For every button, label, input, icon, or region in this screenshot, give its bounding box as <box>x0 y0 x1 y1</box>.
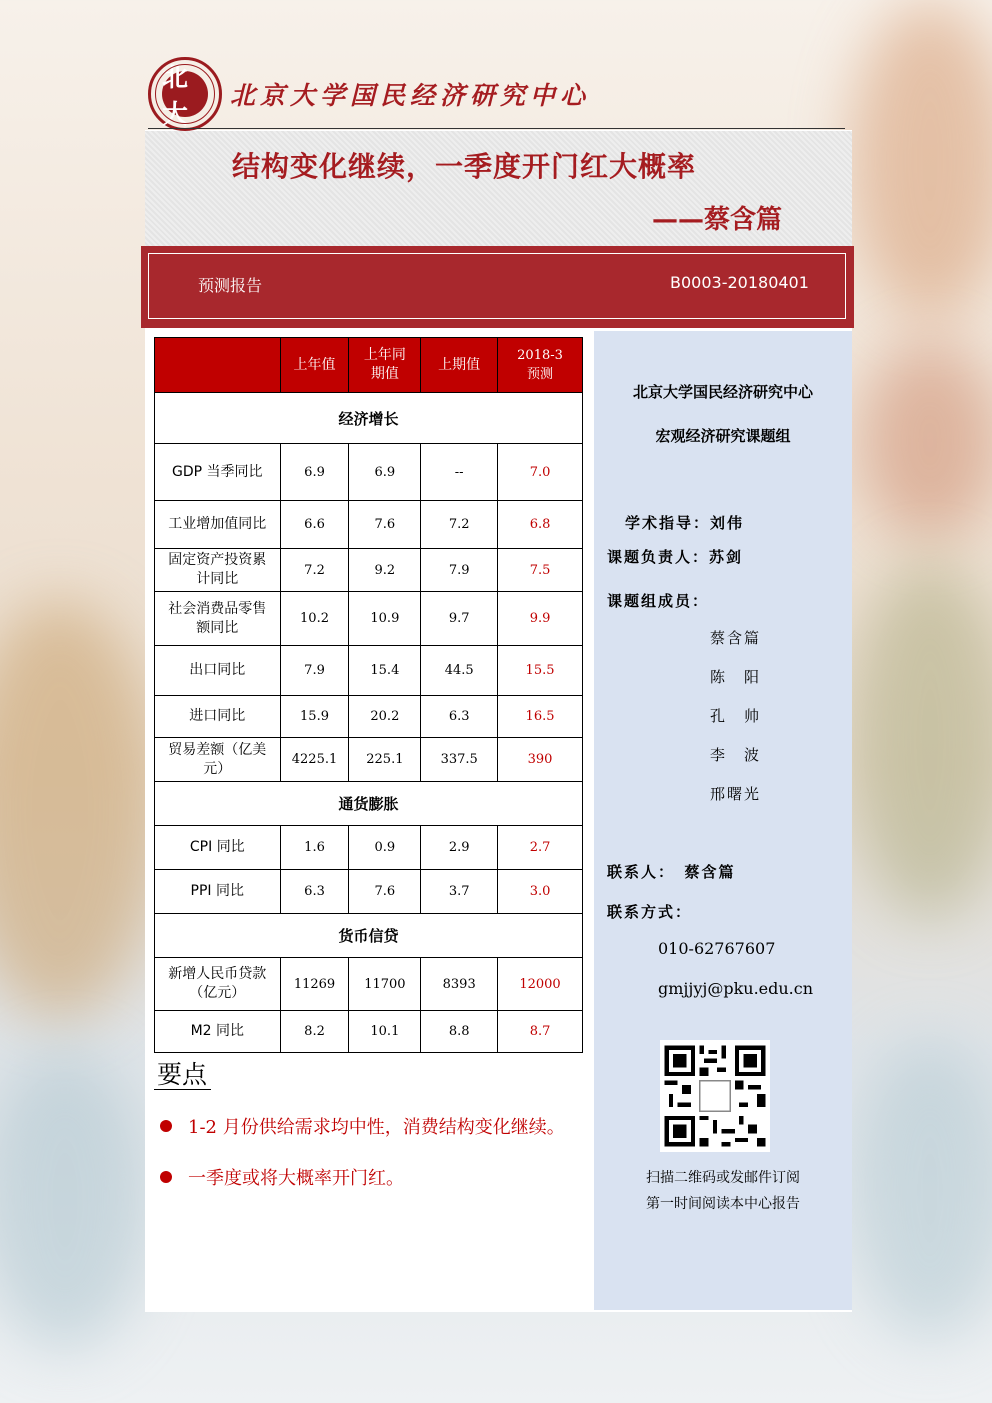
sidebar-contact-method-label: 联系方式： <box>607 903 693 921</box>
table-section-row <box>155 914 583 958</box>
qr-caption-line1: 扫描二维码或发邮件订阅 <box>646 1170 800 1186</box>
table-row <box>155 549 583 592</box>
table-cell: 225.1 <box>349 738 421 782</box>
table-cell: 15.9 <box>280 696 349 738</box>
table-row-label: PPI 同比 <box>155 870 281 914</box>
table-cell: 44.5 <box>421 646 498 696</box>
table-forecast-cell: 12000 <box>498 958 583 1011</box>
table-cell: 10.2 <box>280 592 349 646</box>
table-cell: 9.7 <box>421 592 498 646</box>
sidebar <box>594 331 852 1310</box>
table-cell: 8.8 <box>421 1011 498 1053</box>
key-points-underline <box>154 1089 211 1090</box>
table-forecast-cell: 6.8 <box>498 501 583 549</box>
table-row <box>155 958 583 1011</box>
table-row-label: 社会消费品零售额同比 <box>155 592 281 646</box>
table-forecast-cell: 9.9 <box>498 592 583 646</box>
contact-phone: 010-62767607 <box>658 939 776 958</box>
table-section-row <box>155 393 583 444</box>
table-forecast-cell: 7.5 <box>498 549 583 592</box>
table-cell: 15.4 <box>349 646 421 696</box>
sidebar-member: 陈 阳 <box>710 668 762 686</box>
table-row <box>155 1011 583 1053</box>
table-row-label: 进口同比 <box>155 696 281 738</box>
table-header-row <box>155 338 583 393</box>
table-forecast-cell: 16.5 <box>498 696 583 738</box>
table-cell: 7.2 <box>421 501 498 549</box>
table-row <box>155 696 583 738</box>
table-cell: 7.2 <box>280 549 349 592</box>
university-seal <box>148 57 222 131</box>
table-header-cell: 上期值 <box>421 338 498 393</box>
qr-code-icon <box>660 1040 770 1152</box>
report-author: ——蔡含篇 <box>652 205 783 235</box>
table-row-label: 工业增加值同比 <box>155 501 281 549</box>
table-section-row <box>155 782 583 826</box>
table-cell: 3.7 <box>421 870 498 914</box>
sidebar-member: 蔡含篇 <box>710 629 762 647</box>
table-row-label: 固定资产投资累计同比 <box>155 549 281 592</box>
table-row <box>155 592 583 646</box>
table-cell: 8393 <box>421 958 498 1011</box>
sidebar-member: 孔 帅 <box>710 707 762 725</box>
table-section-title: 经济增长 <box>155 393 583 444</box>
sidebar-members-label: 课题组成员： <box>607 592 710 610</box>
bullet-icon <box>160 1171 172 1183</box>
sidebar-advisor: 学术指导：刘伟 <box>625 514 745 532</box>
report-code: B0003-20180401 <box>670 273 809 292</box>
header-rule <box>148 128 845 129</box>
table-row <box>155 646 583 696</box>
table-forecast-cell: 390 <box>498 738 583 782</box>
table-header-cell: 上年同期值 <box>349 338 421 393</box>
qr-caption-line2: 第一时间阅读本中心报告 <box>646 1196 800 1212</box>
sidebar-group: 宏观经济研究课题组 <box>655 427 791 445</box>
table-cell: 7.6 <box>349 501 421 549</box>
table-forecast-cell: 3.0 <box>498 870 583 914</box>
table-forecast-cell: 15.5 <box>498 646 583 696</box>
table-row-label: CPI 同比 <box>155 826 281 870</box>
table-section-title: 货币信贷 <box>155 914 583 958</box>
report-title: 结构变化继续，一季度开门红大概率 <box>232 150 697 183</box>
contact-email[interactable]: gmjjyj@pku.edu.cn <box>658 979 814 998</box>
table-forecast-cell: 2.7 <box>498 826 583 870</box>
table-row-label: GDP 当季同比 <box>155 444 281 501</box>
table-cell: 2.9 <box>421 826 498 870</box>
table-cell: 10.9 <box>349 592 421 646</box>
forecast-table <box>154 337 583 1053</box>
report-header <box>148 58 590 130</box>
bullet-icon <box>160 1120 172 1132</box>
table-cell: 6.3 <box>280 870 349 914</box>
table-cell: 6.6 <box>280 501 349 549</box>
table-cell: 337.5 <box>421 738 498 782</box>
table-header-blank <box>155 338 281 393</box>
organization-name: 北京大学国民经济研究中心 <box>230 81 591 110</box>
sidebar-member: 李 波 <box>710 746 762 764</box>
table-header-cell: 2018-3 预测 <box>498 338 583 393</box>
table-cell: 11700 <box>349 958 421 1011</box>
table-section-title: 通货膨胀 <box>155 782 583 826</box>
table-cell: 10.1 <box>349 1011 421 1053</box>
table-row <box>155 444 583 501</box>
key-point-text: 1-2 月份供给需求均中性，消费结构变化继续。 <box>188 1117 565 1138</box>
sidebar-contact: 联系人： 蔡含篇 <box>607 863 736 881</box>
sidebar-org: 北京大学国民经济研究中心 <box>632 383 813 401</box>
table-forecast-cell: 8.7 <box>498 1011 583 1053</box>
table-row-label: M2 同比 <box>155 1011 281 1053</box>
sidebar-leader: 课题负责人：苏剑 <box>607 548 744 566</box>
seal-glyph: 北大 <box>162 71 208 117</box>
table-cell: 7.6 <box>349 870 421 914</box>
table-cell: 1.6 <box>280 826 349 870</box>
table-header-cell: 上年值 <box>280 338 349 393</box>
table-forecast-cell: 7.0 <box>498 444 583 501</box>
table-cell: 6.9 <box>349 444 421 501</box>
table-cell: 0.9 <box>349 826 421 870</box>
key-point-text: 一季度或将大概率开门红。 <box>188 1168 404 1189</box>
table-row-label: 贸易差额（亿美元） <box>155 738 281 782</box>
table-cell: 7.9 <box>421 549 498 592</box>
table-row-label: 新增人民币贷款（亿元） <box>155 958 281 1011</box>
report-type: 预测报告 <box>198 276 263 295</box>
table-cell: 6.9 <box>280 444 349 501</box>
table-row <box>155 738 583 782</box>
table-row <box>155 826 583 870</box>
table-cell: 8.2 <box>280 1011 349 1053</box>
table-cell: 6.3 <box>421 696 498 738</box>
table-cell: 9.2 <box>349 549 421 592</box>
table-row-label: 出口同比 <box>155 646 281 696</box>
table-cell: 20.2 <box>349 696 421 738</box>
key-point-item <box>160 1113 565 1139</box>
table-row <box>155 870 583 914</box>
table-cell: -- <box>421 444 498 501</box>
table-cell: 7.9 <box>280 646 349 696</box>
table-cell: 4225.1 <box>280 738 349 782</box>
key-points-title: 要点 <box>157 1060 208 1089</box>
table-cell: 11269 <box>280 958 349 1011</box>
sidebar-member: 邢曙光 <box>710 785 762 803</box>
table-row <box>155 501 583 549</box>
key-point-item <box>160 1164 404 1190</box>
